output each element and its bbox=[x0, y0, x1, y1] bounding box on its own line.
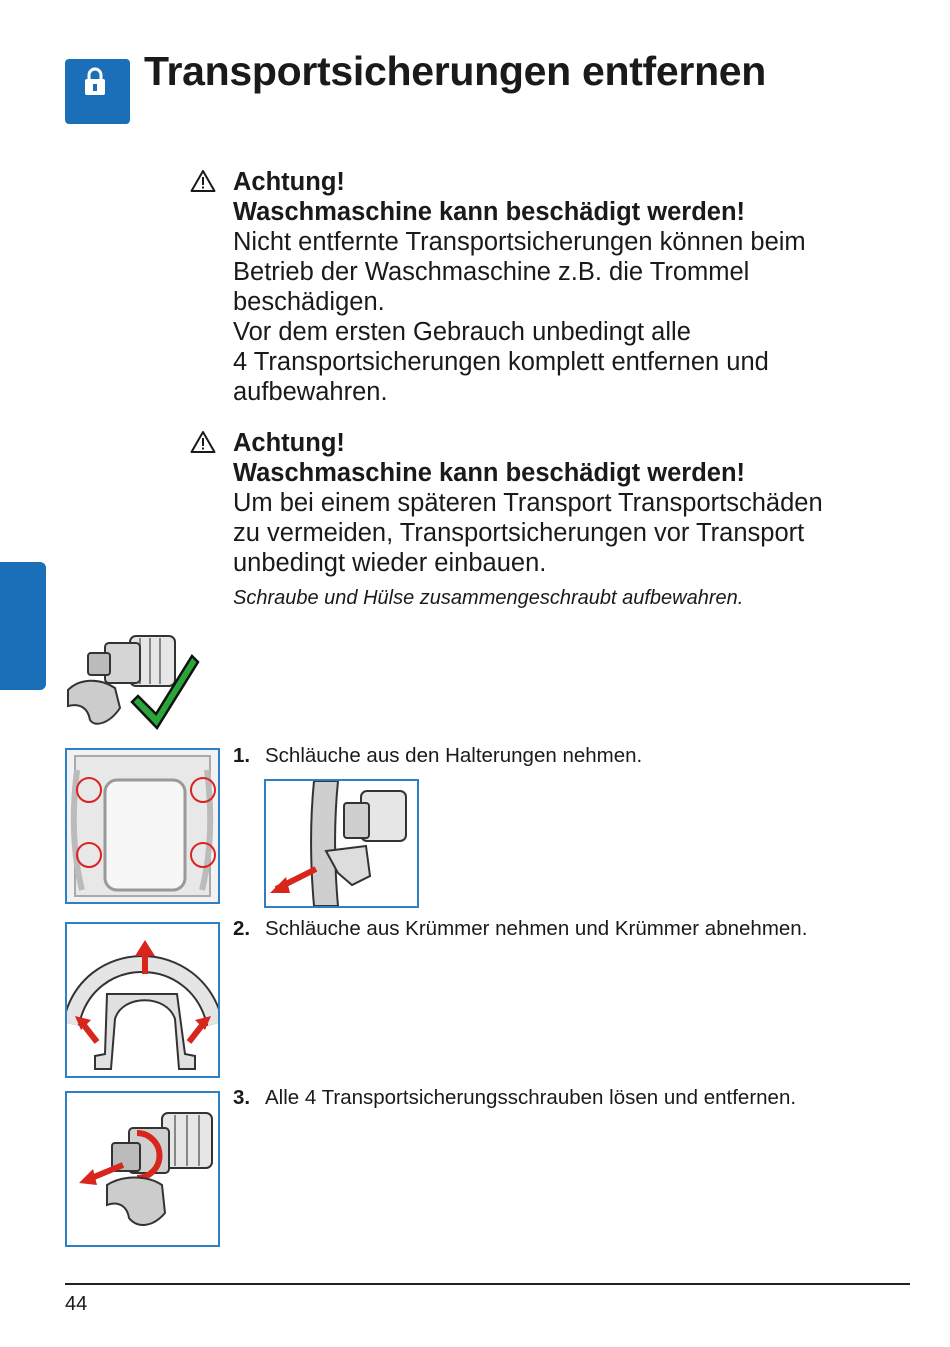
lock-icon bbox=[65, 59, 130, 124]
step-2 bbox=[233, 917, 807, 941]
warning-heading: Achtung! bbox=[233, 168, 345, 196]
page-title: Transportsicherungen entfernen bbox=[144, 48, 767, 94]
warning-line: Vor dem ersten Gebrauch unbedingt alle bbox=[233, 318, 691, 346]
section-icon-box bbox=[65, 59, 130, 124]
warning-line: Betrieb der Waschmaschine z.B. die Trommel bbox=[233, 258, 750, 286]
warning-line: unbedingt wieder einbauen. bbox=[233, 549, 547, 577]
warning-heading: Achtung! bbox=[233, 429, 345, 457]
step-3-figure bbox=[65, 1091, 220, 1247]
warning-subheading: Waschmaschine kann beschädigt werden! bbox=[233, 198, 746, 226]
warning-line: aufbewahren. bbox=[233, 378, 388, 406]
footer-divider bbox=[65, 1283, 910, 1285]
warning-subheading: Waschmaschine kann beschädigt werden! bbox=[233, 459, 746, 487]
step-1-overview-figure bbox=[65, 748, 220, 904]
chapter-tab bbox=[0, 562, 46, 690]
step-1 bbox=[233, 744, 642, 768]
warning-line: beschädigen. bbox=[233, 288, 385, 316]
transport-bolt-check-illustration bbox=[60, 628, 200, 733]
step-number: 2. bbox=[233, 917, 251, 940]
step-text: Alle 4 Transportsicherungsschrauben lösen und entfernen. bbox=[265, 1086, 797, 1109]
warning-icon bbox=[190, 169, 216, 193]
step-number: 1. bbox=[233, 744, 251, 767]
warning-line: Nicht entfernte Transportsicherungen können beim bbox=[233, 228, 806, 256]
step-text: Schläuche aus den Halterungen nehmen. bbox=[265, 744, 643, 767]
step-1-detail-figure bbox=[264, 779, 419, 908]
storage-note: Schraube und Hülse zusammengeschraubt aufbewahren. bbox=[233, 587, 744, 609]
page-number: 44 bbox=[65, 1293, 88, 1315]
step-3 bbox=[233, 1086, 796, 1110]
warning-line: 4 Transportsicherungen komplett entfernen und bbox=[233, 348, 769, 376]
warning-line: Um bei einem späteren Transport Transportschäden bbox=[233, 489, 823, 517]
step-2-figure bbox=[65, 922, 220, 1078]
warning-block-2 bbox=[233, 428, 913, 578]
warning-line: zu vermeiden, Transportsicherungen vor Transport bbox=[233, 519, 805, 547]
warning-block-1 bbox=[233, 167, 913, 407]
step-number: 3. bbox=[233, 1086, 251, 1109]
step-text: Schläuche aus Krümmer nehmen und Krümmer abnehmen. bbox=[265, 917, 808, 940]
warning-icon bbox=[190, 430, 216, 454]
